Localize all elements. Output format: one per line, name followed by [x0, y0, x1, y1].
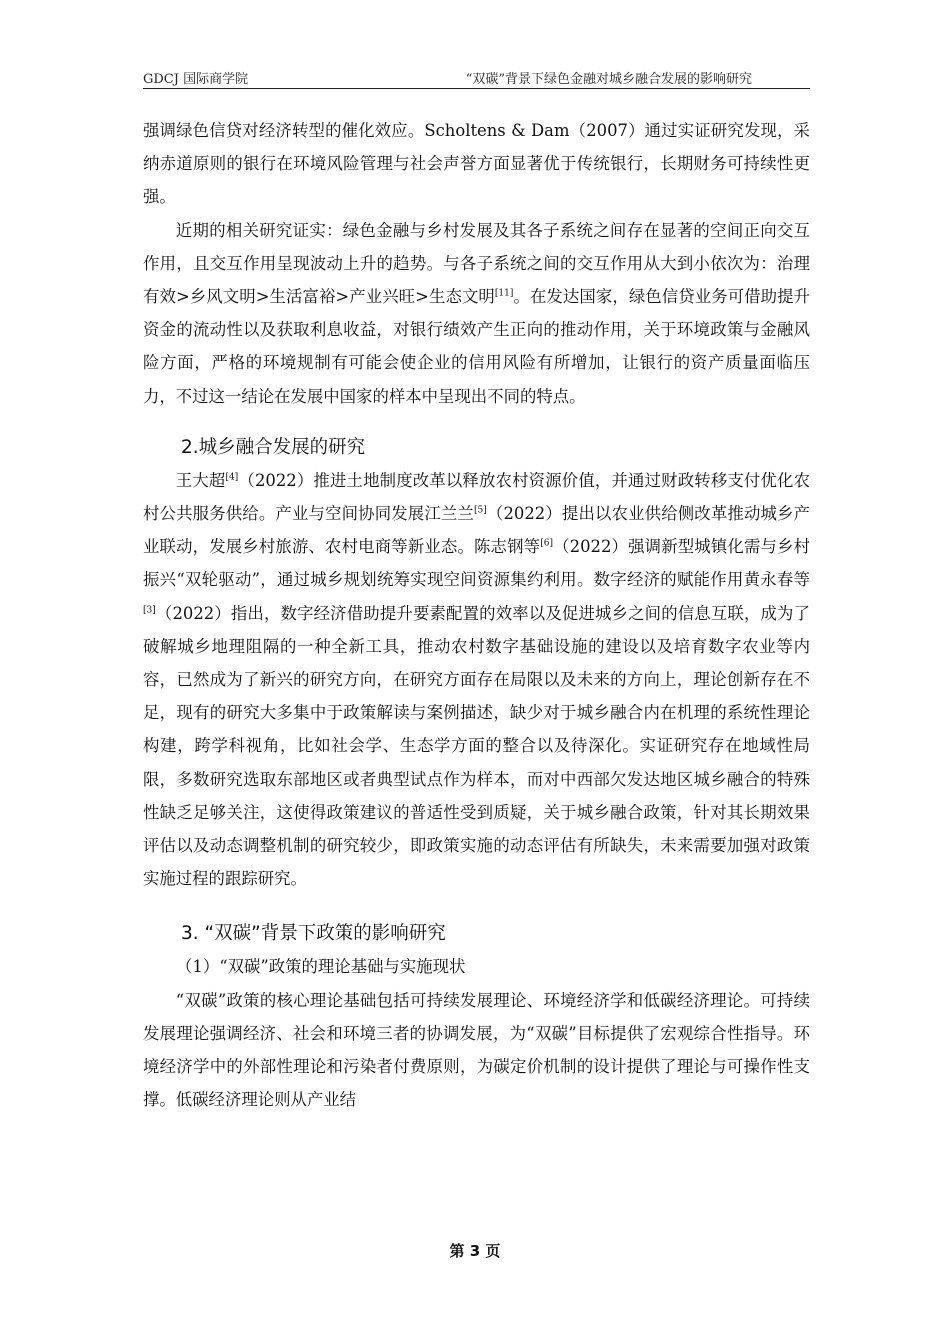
- page-header: [143, 66, 810, 89]
- header-institution: GDCJ 国际商学院: [143, 72, 249, 87]
- page-number: 第 3 页: [449, 1242, 501, 1260]
- paragraph-3-text-b: （2022）推进土地制度改革以释放农村资源价值，并通过财政转移支付优化农村公共服务供给。产业与空间协同发展江兰兰: [143, 470, 811, 524]
- paragraph-3: [143, 464, 810, 896]
- citation-4: [4]: [225, 472, 239, 483]
- paragraph-3-text-a: 王大超: [175, 470, 226, 490]
- paragraph-3-text-d: （2022）强调新型城镇化需与乡村振兴“双轮驱动”，通过城乡规划统筹实现空间资源集约利用。数字经济的赋能作用黄永春等: [143, 537, 810, 590]
- citation-5: [5]: [474, 505, 487, 516]
- section-heading-2: 2.城乡融合发展的研究: [181, 436, 366, 458]
- citation-3: [3]: [143, 605, 156, 616]
- paragraph-1: 强调绿色信贷对经济转型的催化效应。Scholtens & Dam（2007）通过实证研究发现，采纳赤道原则的银行在环境风险管理与社会声誉方面显著优于传统银行，长期财务可持续性更强。: [143, 121, 810, 207]
- paragraph-4: “双碳”政策的核心理论基础包括可持续发展理论、环境经济学和低碳经济理论。可持续发展理论强调经济、社会和环境三者的协调发展，为“双碳”目标提供了宏观综合性指导。环境经济学中的外部性理论和污染者付费原则，为碳定价机制的设计提供了理论与可操作性支撑。低碳经济理论则从产业结: [143, 990, 810, 1110]
- paragraph-2-text-b: 。在发达国家，绿色信贷业务可借助提升资金的流动性以及获取利息收益，对银行绩效产生正向的推动作用，关于环境政策与金融风险方面，严格的环境规制有可能会使企业的信用风险有所增加，让银行的资产质量面临压力，不过这一结论在发展中国家的样本中呈现出不同的特点。: [143, 287, 811, 406]
- paragraph-2: [143, 214, 810, 413]
- header-thesis-title: “双碳”背景下绿色金融对城乡融合发展的影响研究: [465, 72, 752, 87]
- page-content: [143, 114, 810, 1116]
- paragraph-3-text-c: （2022）提出以农业供给侧改革推动城乡产业联动，发展乡村旅游、农村电商等新业态。陈志钢等: [143, 504, 810, 557]
- section-heading-3: 3. “双碳”背景下政策的影响研究: [181, 923, 446, 945]
- citation-6: [6]: [540, 538, 553, 549]
- paragraph-2-text-a: 近期的相关研究证实：绿色金融与乡村发展及其各子系统之间存在显著的空间正向交互作用，且交互作用呈现波动上升的趋势。与各子系统之间的交互作用从大到小依次为：治理有效>乡风文明>生活富裕>产业兴旺>生态文明: [143, 220, 810, 307]
- subsection-heading-1: （1）“双碳”政策的理论基础与实施现状: [176, 957, 466, 977]
- paragraph-3-text-e: （2022）指出，数字经济借助提升要素配置的效率以及促进城乡之间的信息互联，成为了破解城乡地理阻隔的一种全新工具，推动农村数字基础设施的建设以及培育数字农业等内容，已然成为了新兴的研究方向，在研究方面存在局限以及未来的方向上，理论创新存在不足，现有的研究大多集中于政策解读与案例描述，缺少对于城乡融合内在机理的系统性理论构建，跨学科视角，比如社会学、生态学方面的整合以及待深化。实证研究存在地域性局限，多数研究选取东部地区或者典型试点作为样本，而对中西部欠发达地区城乡融合的特殊性缺乏足够关注，这使得政策建议的普适性受到质疑，关于城乡融合政策，针对其长期效果评估以及动态调整机制的研究较少，即政策实施的动态评估有所缺失，未来需要加强对政策实施过程的跟踪研究。: [143, 603, 810, 889]
- citation-11: [11]: [494, 288, 514, 299]
